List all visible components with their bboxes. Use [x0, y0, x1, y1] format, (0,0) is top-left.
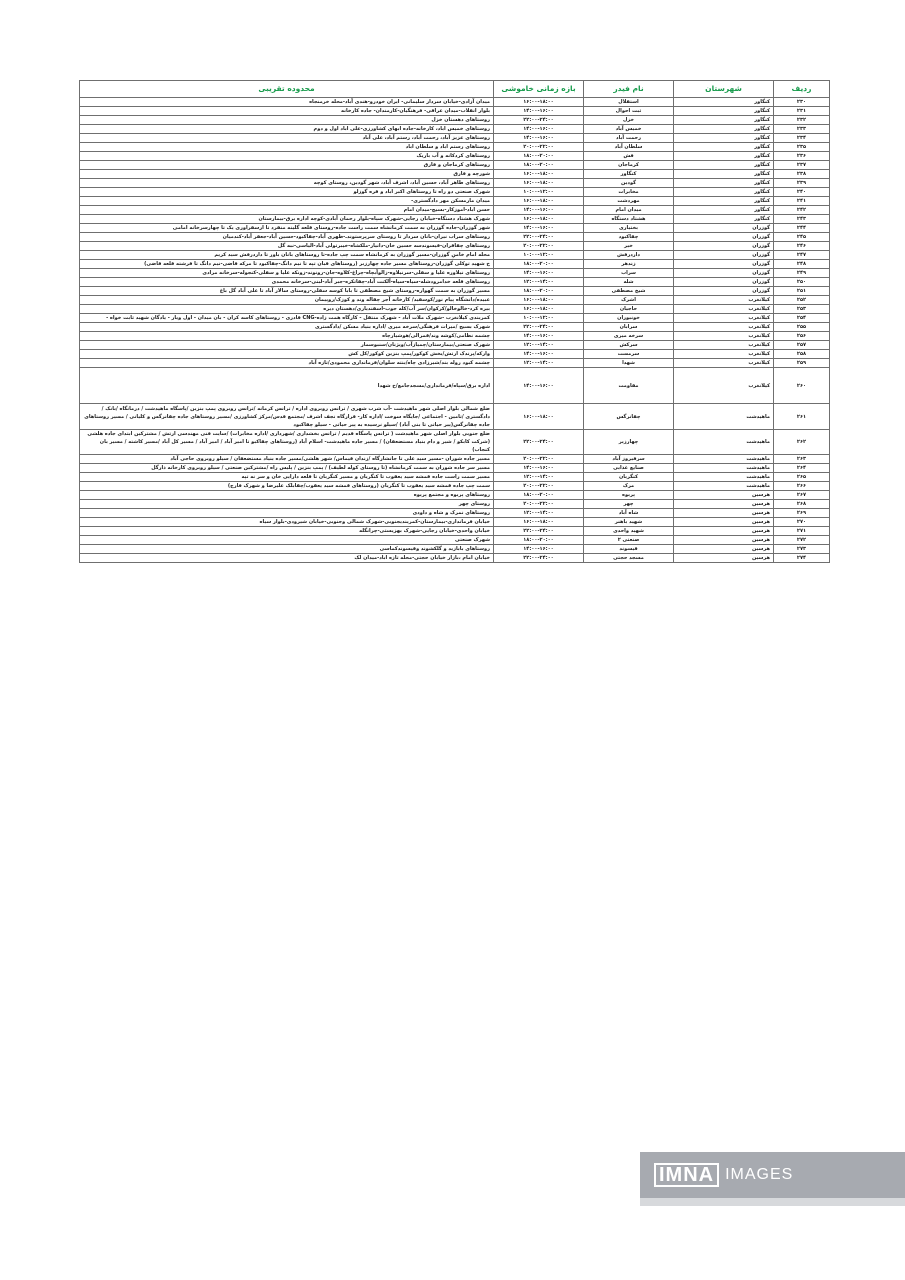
row-time: ۲۲:۰۰-۲۴:۰۰ [494, 233, 584, 242]
row-time: ۱۸:۰۰-۲۰:۰۰ [494, 152, 584, 161]
row-number: ۲۷۳ [774, 545, 830, 554]
row-time: ۱۶:۰۰-۱۸:۰۰ [494, 404, 584, 430]
row-city: کنگاور [674, 188, 774, 197]
row-time: ۲۰:۰۰-۲۲:۰۰ [494, 455, 584, 464]
row-area: چشمه کبود روله بند/شیرزادی چاه/بنته سلوان/فرمانداری محمودی/تازه آباد [80, 359, 494, 368]
row-area: مسیر سمت راست جاده قمشه سید یعقوب تا کنگربان و مسیر کنگربان تا قلعه دارایی خان و سر نه تپه [80, 473, 494, 482]
row-time: ۱۰:۰۰-۱۲:۰۰ [494, 314, 584, 323]
row-time: ۲۰:۰۰-۲۲:۰۰ [494, 500, 584, 509]
row-time: ۱۶:۰۰-۱۸:۰۰ [494, 98, 584, 107]
row-number: ۲۳۷ [774, 161, 830, 170]
table-row [80, 305, 830, 314]
row-area: حسن اباد-اموزکار-بسیج-میدان امام [80, 206, 494, 215]
row-area: مسیر جاده شوران -مسیر سید علی تا جانشارگاه /زندان قیماس/ شهر هلشی/مسیر جاده بنیاد مستضعفان / سیلو روبروی حاجی آباد [80, 455, 494, 464]
row-area: روستاهای نیلاوره علیا و سفلی-سرنیلاوه-زالوآبچاه-چراغ-کلاوه-جان-رونوند-زونکه علیا و سفلی-کنجوله-سرخانه مرادی [80, 269, 494, 278]
table-row [80, 430, 830, 455]
row-number: ۲۵۶ [774, 332, 830, 341]
row-city: گوزران [674, 278, 774, 287]
row-time: ۱۴:۰۰-۱۶:۰۰ [494, 107, 584, 116]
row-city: ماهیدشت [674, 464, 774, 473]
row-feeder: کنگاور [584, 170, 674, 179]
row-time: ۱۶:۰۰-۱۸:۰۰ [494, 197, 584, 206]
row-area: روستاهای خمیس اباد، کارخانه-جاده ابهای کشاورزی-علی اباد اول و دوم [80, 125, 494, 134]
watermark-text: IMAGES [725, 1166, 794, 1183]
row-number: ۲۵۳ [774, 305, 830, 314]
row-feeder: صنعتی ۲ [584, 536, 674, 545]
row-feeder: شاه آباد [584, 509, 674, 518]
row-feeder: میدان امام [584, 206, 674, 215]
row-number: ۲۴۸ [774, 260, 830, 269]
table-row [80, 287, 830, 296]
row-feeder: شیخ مصطفی [584, 287, 674, 296]
table-body [80, 98, 830, 563]
table-row [80, 251, 830, 260]
row-feeder: سلطان آباد [584, 143, 674, 152]
row-time: ۱۶:۰۰-۱۸:۰۰ [494, 170, 584, 179]
header-area: محدوده تقریبی [80, 81, 494, 98]
row-city: هرسین [674, 518, 774, 527]
header-row-number: ردیف [774, 81, 830, 98]
table-row [80, 323, 830, 332]
row-feeder: خونیوران [584, 314, 674, 323]
table-row [80, 98, 830, 107]
row-area: اداره برق/سپاه/فرمانداری/مسجدجامع/خ شهدا [80, 368, 494, 404]
row-time: ۱۶:۰۰-۱۸:۰۰ [494, 305, 584, 314]
row-number: ۲۴۰ [774, 188, 830, 197]
row-feeder: چقاکبود [584, 233, 674, 242]
row-feeder: بختیاری [584, 224, 674, 233]
row-number: ۲۶۵ [774, 473, 830, 482]
row-feeder: اشرک [584, 296, 674, 305]
row-area: روستاهای کردکانه و آب باریک [80, 152, 494, 161]
row-area: خیابان واحدی-خیابان رجایی-شهرک بهزیستی-چرانگله [80, 527, 494, 536]
row-feeder: خمیس آباد [584, 125, 674, 134]
row-area: بلوار انقلاب-میدان عراقی- فرهنگیان-کارمندان- جاده کارخانه [80, 107, 494, 116]
table-header-row [80, 81, 830, 98]
row-time: ۱۶:۰۰-۱۸:۰۰ [494, 179, 584, 188]
imna-images-watermark [640, 1152, 905, 1198]
row-feeder: چهارزبر [584, 430, 674, 455]
row-time: ۱۴:۰۰-۱۶:۰۰ [494, 134, 584, 143]
row-area: ضلع شمالی بلوار اصلی شهر ماهیدشت -آب شرب شهری / ترانس روبروی اداره / ترانس کرمانه /ترانس روبروی پمپ بنزین /پاسگاه ماهیدشت / درمانگاه /بانک /دادگستری /تامین - اجتماعی /جایگاه سوخت /اداره کار- قرارگاه نجف اشرف /مجتمع قدس/مرکز کشاورزی /مسیر روستاهای جاده چقانرگس و کلیانی / مسیر روستاهای جاده چقانرگس(پیر حیاتی تا بنی آباد) /سیلو نرسیده به پیر حیاتی - سیلو چقاکبود [80, 404, 494, 430]
row-time: ۲۲:۰۰-۲۴:۰۰ [494, 430, 584, 455]
row-number: ۲۳۳ [774, 125, 830, 134]
row-number: ۲۳۹ [774, 179, 830, 188]
row-time: ۱۴:۰۰-۱۶:۰۰ [494, 125, 584, 134]
row-city: گوزران [674, 242, 774, 251]
row-area: عبیده/دانشگاه پیام نور/کوسفید/ کارخانه آجر چقاله وند و کوزک/روپیمان [80, 296, 494, 305]
row-time: ۱۴:۰۰-۱۶:۰۰ [494, 545, 584, 554]
table-row [80, 368, 830, 404]
row-number: ۲۵۹ [774, 359, 830, 368]
row-city: ماهیدشت [674, 455, 774, 464]
row-city: کنگاور [674, 98, 774, 107]
row-time: ۱۴:۰۰-۱۶:۰۰ [494, 269, 584, 278]
row-city: کنگاور [674, 197, 774, 206]
table-row [80, 179, 830, 188]
row-feeder: سراب [584, 269, 674, 278]
row-feeder: سرکش [584, 341, 674, 350]
row-city: کیلانغرب [674, 350, 774, 359]
row-number: ۲۶۷ [774, 491, 830, 500]
row-area: روستاهای عزیز آباد، رحمت آباد، رستم آباد، علی آباد [80, 134, 494, 143]
row-city: ماهیدشت [674, 473, 774, 482]
row-number: ۲۶۴ [774, 464, 830, 473]
row-time: ۱۲:۰۰-۱۴:۰۰ [494, 359, 584, 368]
row-city: هرسین [674, 554, 774, 563]
row-time: ۱۴:۰۰-۱۶:۰۰ [494, 464, 584, 473]
row-area: روستاهای نمرک و شاه و داودی [80, 509, 494, 518]
table-row [80, 527, 830, 536]
table-row [80, 509, 830, 518]
row-area: میدان آزادی-خیابان سردار سلیمانی- ایران خودرو-هندی آباد-محله خرمنجاه [80, 98, 494, 107]
row-city: کنگاور [674, 143, 774, 152]
row-area: شهر گوزران-جاده گوزران به سمت کرمانشاه سمت راست جاده-روستای قلعه گلینه منفرد تا ارسفراوری یک تا چهارسرخانه امامی [80, 224, 494, 233]
row-number: ۲۵۰ [774, 278, 830, 287]
row-area: روستاهای کرماجان و فارق [80, 161, 494, 170]
row-feeder: خزل [584, 116, 674, 125]
row-city: هرسین [674, 491, 774, 500]
table-row [80, 152, 830, 161]
row-number: ۲۷۰ [774, 518, 830, 527]
row-area: شورچه و فارق [80, 170, 494, 179]
header-city: شهرستان [674, 81, 774, 98]
row-feeder: مسجد حجتی [584, 554, 674, 563]
row-feeder: شهید باهنر [584, 518, 674, 527]
table-row [80, 455, 830, 464]
table-row [80, 491, 830, 500]
row-number: ۲۳۶ [774, 152, 830, 161]
row-city: کیلانغرب [674, 341, 774, 350]
row-number: ۲۳۴ [774, 134, 830, 143]
row-city: ماهیدشت [674, 404, 774, 430]
row-feeder: استقلال [584, 98, 674, 107]
row-area: شهرک بسیج /میراث فرهنگی/سرخه میری /اداره بنیاد مسکن /دادگستری [80, 323, 494, 332]
row-feeder: سرابان [584, 323, 674, 332]
row-city: گوزران [674, 260, 774, 269]
table-row [80, 545, 830, 554]
row-time: ۱۸:۰۰-۲۰:۰۰ [494, 536, 584, 545]
table-row [80, 116, 830, 125]
row-area: شهرک هشتاد دستگاه-خیابان رجایی-شهرک سپاه-بلوار رحمان آبادی-کوچه اداره برق-بیمارستان [80, 215, 494, 224]
row-time: ۲۰:۰۰-۲۲:۰۰ [494, 482, 584, 491]
row-feeder: چقانرگس [584, 404, 674, 430]
row-city: گوزران [674, 269, 774, 278]
table-row [80, 188, 830, 197]
row-area: بیره کرد-خالوخالو/کرکوان/سر آب/کله جوب-اسفندیاری/دهستان دیره [80, 305, 494, 314]
row-feeder: خیر [584, 242, 674, 251]
row-area: محله امام خامنِ گوزران-مسیر گوزران به کرمانشاه سمت چپ جاده-تا روستاهای بانان باور تا داردرفش سید کریم [80, 251, 494, 260]
table-row [80, 134, 830, 143]
table-row [80, 125, 830, 134]
row-time: ۲۲:۰۰-۲۴:۰۰ [494, 116, 584, 125]
row-feeder: پربوه [584, 491, 674, 500]
row-city: کیلانغرب [674, 332, 774, 341]
table-row [80, 269, 830, 278]
table-row [80, 554, 830, 563]
row-feeder: مرک [584, 482, 674, 491]
row-feeder: قیسوند [584, 545, 674, 554]
table-row [80, 500, 830, 509]
row-number: ۲۴۴ [774, 224, 830, 233]
row-city: کیلانغرب [674, 314, 774, 323]
row-area: روستاهای بابازید و گلکشوند وقیسوندکماسی [80, 545, 494, 554]
row-area: چشمه نظامی/کوشه وند/قمرالی/هوشیارچاه [80, 332, 494, 341]
row-feeder: صنایع غذایی [584, 464, 674, 473]
row-feeder: سرمست [584, 350, 674, 359]
row-feeder: شهدا [584, 359, 674, 368]
row-city: کنگاور [674, 152, 774, 161]
table-row [80, 404, 830, 430]
row-time: ۱۶:۰۰-۱۸:۰۰ [494, 518, 584, 527]
row-feeder: حاجیان [584, 305, 674, 314]
table-row [80, 536, 830, 545]
row-time: ۲۲:۰۰-۲۴:۰۰ [494, 554, 584, 563]
row-area: روستاهای پربوه و مجتمع پربوه [80, 491, 494, 500]
table-row [80, 314, 830, 323]
row-number: ۲۷۴ [774, 554, 830, 563]
row-city: کنگاور [674, 170, 774, 179]
table-row [80, 473, 830, 482]
table-row [80, 143, 830, 152]
table-row [80, 170, 830, 179]
row-city: کنگاور [674, 107, 774, 116]
row-feeder: مقاومت [584, 368, 674, 404]
table-row [80, 464, 830, 473]
row-city: هرسین [674, 509, 774, 518]
row-feeder: هشتاد دستگاه [584, 215, 674, 224]
row-area: روستاهای سراب نیران-بانان سردار تا روستای سرپرستوندـ-ظهری آباد-چقاکبود-حسین آباد-جعفر آباد-کندمیان [80, 233, 494, 242]
row-time: ۱۴:۰۰-۱۶:۰۰ [494, 350, 584, 359]
row-number: ۲۶۳ [774, 455, 830, 464]
row-time: ۱۸:۰۰-۲۰:۰۰ [494, 287, 584, 296]
row-city: کنگاور [674, 134, 774, 143]
table-row [80, 359, 830, 368]
row-feeder: داردرفش [584, 251, 674, 260]
table-row [80, 341, 830, 350]
row-number: ۲۳۲ [774, 116, 830, 125]
watermark-bar [640, 1198, 905, 1206]
row-area: روستای چهر [80, 500, 494, 509]
row-city: ماهیدشت [674, 482, 774, 491]
row-number: ۲۵۴ [774, 314, 830, 323]
row-time: ۱۴:۰۰-۱۶:۰۰ [494, 206, 584, 215]
row-city: هرسین [674, 545, 774, 554]
row-feeder: کنگربان [584, 473, 674, 482]
row-number: ۲۴۹ [774, 269, 830, 278]
row-number: ۲۵۷ [774, 341, 830, 350]
row-number: ۲۴۱ [774, 197, 830, 206]
row-time: ۱۴:۰۰-۱۶:۰۰ [494, 224, 584, 233]
row-area: روستاهای دهستان خزل [80, 116, 494, 125]
row-number: ۲۶۱ [774, 404, 830, 430]
row-area: روستاهای چقاقران-قیسوندسه حسین خان-دانیار-ملکشاه-خیبرتولی آباد-الیاسی-نبه گل [80, 242, 494, 251]
row-time: ۱۲:۰۰-۱۴:۰۰ [494, 341, 584, 350]
row-number: ۲۶۹ [774, 509, 830, 518]
row-number: ۲۳۱ [774, 107, 830, 116]
row-area: روستاهای رستم اباد و سلطان اباد [80, 143, 494, 152]
row-area: میدان مارمسکن مهر دادگستری- [80, 197, 494, 206]
row-time: ۱۴:۰۰-۱۶:۰۰ [494, 368, 584, 404]
table-row [80, 224, 830, 233]
table-row [80, 350, 830, 359]
row-number: ۲۶۸ [774, 500, 830, 509]
row-area: وارکه/پرندک ارتش/بخش کوکور/پمپ بنزین کوکور/کل کش [80, 350, 494, 359]
table-row [80, 260, 830, 269]
row-city: کیلانغرب [674, 296, 774, 305]
row-area: سمت چپ جاده قمشه سید یعقوب تا کنگربان (روستاهای قمشه سید یعقوب/چقابلک علیرضا و شهرک فارج) [80, 482, 494, 491]
row-feeder: شله [584, 278, 674, 287]
row-city: کنگاور [674, 179, 774, 188]
table-row [80, 242, 830, 251]
row-city: کیلانغرب [674, 323, 774, 332]
row-time: ۱۰:۰۰-۱۲:۰۰ [494, 188, 584, 197]
row-time: ۱۲:۰۰-۱۴:۰۰ [494, 278, 584, 287]
row-time: ۲۲:۰۰-۲۴:۰۰ [494, 323, 584, 332]
row-area: کمربندی کیلانغرب -شهرک ملات آباد - شهرک منتقل - کارگاه همت زاده-CNG قادری - روستاهای کاسه کران - بان میدان - اول ویار - یادگان شهید ثابت خواه - [80, 314, 494, 323]
table-row [80, 107, 830, 116]
header-time: بازه زمانی خاموشی [494, 81, 584, 98]
row-feeder: مهردشت [584, 197, 674, 206]
row-time: ۱۲:۰۰-۱۴:۰۰ [494, 509, 584, 518]
row-number: ۲۷۲ [774, 536, 830, 545]
row-feeder: مخابرات [584, 188, 674, 197]
row-time: ۱۸:۰۰-۲۰:۰۰ [494, 491, 584, 500]
table-row [80, 518, 830, 527]
row-feeder: کرماجان [584, 161, 674, 170]
row-number: ۲۷۱ [774, 527, 830, 536]
row-time: ۱۰:۰۰-۱۲:۰۰ [494, 251, 584, 260]
row-city: گوزران [674, 233, 774, 242]
row-area: مسیر گوزران به سمت گهواره-روستای شیخ مصطفی تا بابا کوسه سفلی-روستای سالار آباد تا علی آباد گل باغ [80, 287, 494, 296]
row-area: خیابان امام ،بازار خیابان حجتی-محله تازه اباد-میدان لک [80, 554, 494, 563]
table-row [80, 206, 830, 215]
row-time: ۱۶:۰۰-۱۸:۰۰ [494, 296, 584, 305]
row-number: ۲۵۵ [774, 323, 830, 332]
row-area: شهرک صنعتی/بیمارستان/چمیازآب/ویژنان/سنبوسمار [80, 341, 494, 350]
row-city: گوزران [674, 287, 774, 296]
row-number: ۲۴۳ [774, 215, 830, 224]
row-city: گوزران [674, 251, 774, 260]
row-number: ۲۴۵ [774, 233, 830, 242]
table-row [80, 161, 830, 170]
row-time: ۱۸:۰۰-۲۰:۰۰ [494, 161, 584, 170]
row-area: شهرک صنعتی [80, 536, 494, 545]
row-city: کنگاور [674, 161, 774, 170]
row-feeder: ثبت احوال [584, 107, 674, 116]
outage-schedule-table [79, 80, 830, 563]
header-feeder: نام فیدر [584, 81, 674, 98]
row-city: کنگاور [674, 125, 774, 134]
row-city: کنگاور [674, 215, 774, 224]
row-feeder: رحمت آباد [584, 134, 674, 143]
row-time: ۱۶:۰۰-۱۸:۰۰ [494, 215, 584, 224]
row-city: کنگاور [674, 116, 774, 125]
row-city: گوزران [674, 224, 774, 233]
row-city: ماهیدشت [674, 430, 774, 455]
row-number: ۲۵۸ [774, 350, 830, 359]
row-area: روستاهای قلعه خدامرودشله-سیاه-سیاه-آلکنت آباد-چقاتکره-جبر آباد-لبنی-سرخانه محمدی [80, 278, 494, 287]
table-row [80, 296, 830, 305]
row-number: ۲۳۸ [774, 170, 830, 179]
row-number: ۲۳۵ [774, 143, 830, 152]
row-city: کنگاور [674, 206, 774, 215]
table-row [80, 197, 830, 206]
row-time: ۱۸:۰۰-۲۰:۰۰ [494, 260, 584, 269]
row-city: کیلانغرب [674, 359, 774, 368]
table-row [80, 332, 830, 341]
row-feeder: شهید واحدی [584, 527, 674, 536]
row-number: ۲۶۰ [774, 368, 830, 404]
row-city: کیلانغرب [674, 305, 774, 314]
row-number: ۲۴۲ [774, 206, 830, 215]
table-row [80, 233, 830, 242]
row-time: ۲۲:۰۰-۲۴:۰۰ [494, 527, 584, 536]
table-row [80, 482, 830, 491]
row-number: ۲۴۶ [774, 242, 830, 251]
row-number: ۲۴۷ [774, 251, 830, 260]
row-area: روستاهای طاهر آباد، حسین آباد، اشرف آباد، شهر گودین، روستای کوچه [80, 179, 494, 188]
row-number: ۲۵۲ [774, 296, 830, 305]
row-number: ۲۳۰ [774, 98, 830, 107]
row-feeder: گودین [584, 179, 674, 188]
row-city: کیلانغرب [674, 368, 774, 404]
row-area: خ شهید توکلی گوزران-روستاهای مسیر جاده چهارزبر (روستاهای قبان تپه تا نیم دانگ-چقاکبود تا مرکه قاضی-نیم دانگ تا فرشته قلعه قاضی) [80, 260, 494, 269]
row-area: خیابان فرمانداری-بیمارستان-کمربندیجنوبی-شهرک شمالی وجنوبی-خیابان شیرودی-بلوار سیاه [80, 518, 494, 527]
row-feeder: سرفیروز آباد [584, 455, 674, 464]
row-time: ۲۰:۰۰-۲۲:۰۰ [494, 143, 584, 152]
row-city: هرسین [674, 536, 774, 545]
row-area: ضلع جنوبی بلوار اصلی شهر ماهیدشت ( ترانس پاسگاه قدیم / ترانس بخشداری /شهرداری /اداره مخابرات) /سایت فنی مهندسی ارتش / مشترکین ابتدای جاده هلشی (شرکت کابکو / شیر و دام بنیاد مستضعفان) / مسیر جاده ماهیدشت- اسلام آباد (روستاهای چقاکبو تا امیر آباد / امیر آباد / مسیر کل آباد /مسیر کاشته / مسیر بان کنجاب) [80, 430, 494, 455]
row-area: شهرک صنعتی دو راه تا روستاهای اکبر اباد و قره گوزلو [80, 188, 494, 197]
row-city: هرسین [674, 500, 774, 509]
row-city: هرسین [674, 527, 774, 536]
table-row [80, 278, 830, 287]
row-feeder: فش [584, 152, 674, 161]
table-row [80, 215, 830, 224]
row-number: ۲۵۱ [774, 287, 830, 296]
row-number: ۲۶۶ [774, 482, 830, 491]
imna-logo: IMNA [654, 1163, 719, 1187]
row-time: ۱۲:۰۰-۱۴:۰۰ [494, 473, 584, 482]
row-time: ۱۴:۰۰-۱۶:۰۰ [494, 332, 584, 341]
row-feeder: زندهر [584, 260, 674, 269]
row-feeder: سرخه میری [584, 332, 674, 341]
row-feeder: چهر [584, 500, 674, 509]
row-time: ۲۰:۰۰-۲۲:۰۰ [494, 242, 584, 251]
row-area: مسیر سر جاده شوران به سمت کرمانشاه (تا روستای کوله لطیف) / پمپ بنزین / پلیس راه /مشترکین صنعتی / سیلو روبروی کارخانه ذارگل [80, 464, 494, 473]
row-number: ۲۶۲ [774, 430, 830, 455]
